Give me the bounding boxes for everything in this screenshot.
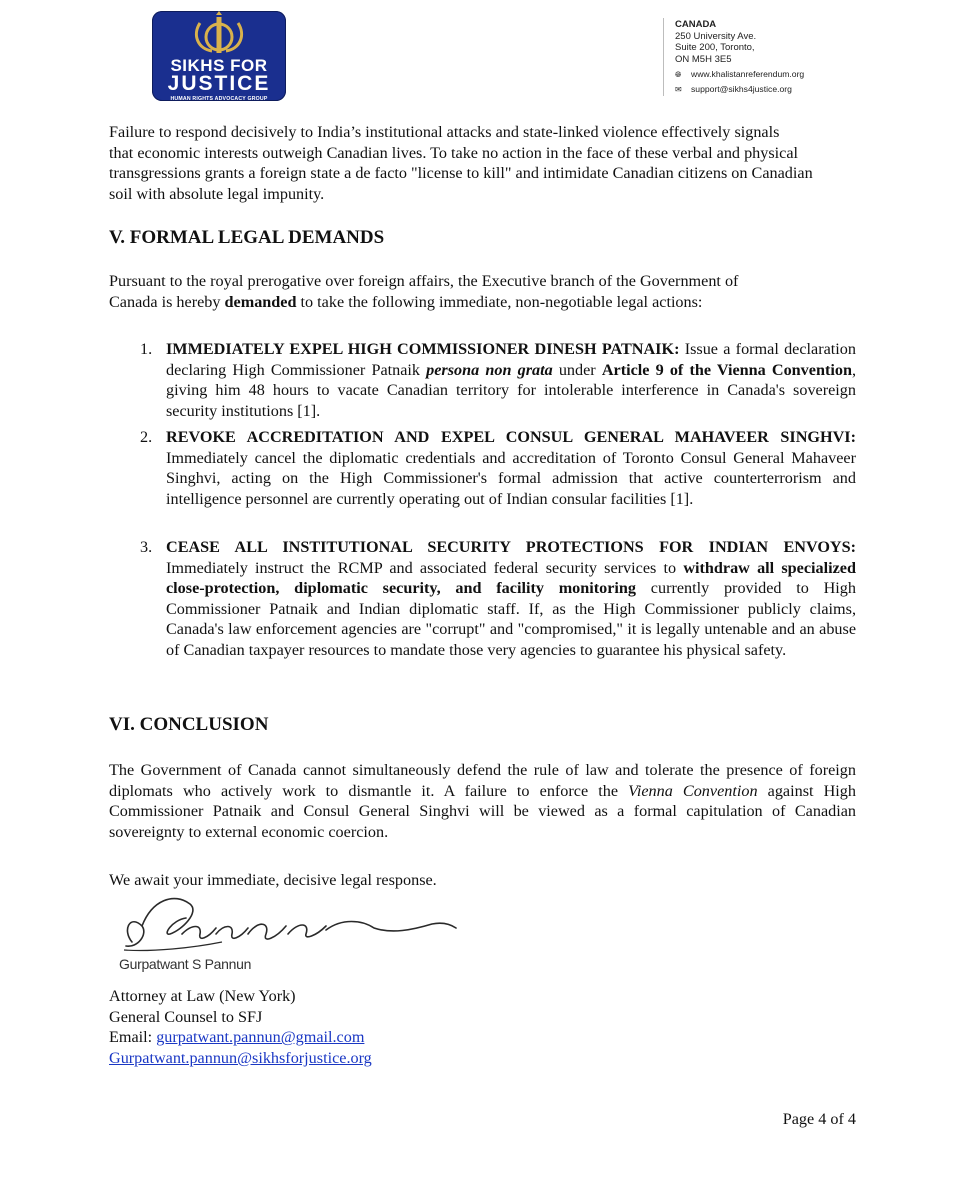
signatory-title1: Attorney at Law (New York)	[109, 987, 296, 1005]
email-link-sfj[interactable]: Gurpatwant.pannun@sikhsforjustice.org	[109, 1048, 372, 1067]
demand-2-title: REVOKE ACCREDITATION AND EXPEL CONSUL GENERAL MAHAVEER SINGHVI:	[166, 428, 856, 446]
address-street: 250 University Ave.	[675, 30, 757, 42]
address-suite: Suite 200, Toronto,	[675, 42, 755, 53]
website-line[interactable]	[675, 69, 804, 80]
list-number-2: 2.	[140, 428, 153, 446]
address-block	[675, 19, 756, 65]
page-number: Page 4 of 4	[782, 1110, 856, 1128]
website-text: www.khalistanreferendum.org	[691, 69, 805, 79]
conclusion-paragraph: The Government of Canada cannot simultaneously defend the rule of law and tolerate the presence of foreign diplomats who actively work to dismantle it. A failure to enforce the Vienna Convention against High Commissioner Patnaik and Consul General Singhvi will be viewed as a formal capitulation of Canadian sovereignty to external economic coercion.	[109, 761, 856, 841]
intro-line1: Failure to respond decisively to India’s institutional attacks and state-linked violence effectively signals	[109, 123, 780, 141]
logo-tagline: HUMAN RIGHTS ADVOCACY GROUP	[170, 96, 268, 102]
demand-item-3: CEASE ALL INSTITUTIONAL SECURITY PROTECTIONS FOR INDIAN ENVOYS: Immediately instruct the RCMP and associated federal security services to withdraw all specialized close-protection, diplomatic security, and facility monitoring currently provided to High Commissioner Patnaik and Indian diplomatic staff. If, as the High Commissioner publicly claims, Canada's law enforcement agencies are "corrupt" and "compromised," it is legally untenable and an abuse of Canadian taxpayer resources to mandate those very agencies to guarantee his physical safety.	[166, 538, 856, 659]
list-number-3: 3.	[140, 538, 153, 556]
intro-line2: that economic interests outweigh Canadian lives. To take no action in the face of these verbal and physical	[109, 143, 799, 162]
globe-icon: 🌐︎	[675, 70, 682, 79]
list-number-1: 1.	[140, 340, 153, 358]
logo-line2: JUSTICE	[167, 72, 271, 95]
email-text: support@sikhs4justice.org	[691, 84, 792, 94]
intro-line3: transgressions grants a foreign state a de facto "license to kill" and intimidate Canadian citizens on Canadian	[109, 164, 813, 183]
address-country: CANADA	[675, 19, 717, 30]
intro-line4: soil with absolute legal impunity.	[109, 184, 325, 203]
email-line[interactable]	[675, 84, 792, 94]
signatory-email-line: Email: gurpatwant.pannun@gmail.com	[109, 1028, 365, 1047]
envelope-icon: ✉	[675, 85, 682, 94]
demand-item-2: REVOKE ACCREDITATION AND EXPEL CONSUL GENERAL MAHAVEER SINGHVI: Immediately cancel the diplomatic credentials and accreditation of Toronto Consul General Mahaveer Singhvi, acting on the High Commissioner's formal admission that active counterterrorism and intelligence personnel are currently operating out of Indian consular facilities [1].	[166, 428, 856, 508]
intro-paragraph	[109, 122, 856, 204]
section-v-intro-line2: Canada is hereby demanded to take the following immediate, non-negotiable legal actions:	[109, 292, 703, 311]
demand-1-title: IMMEDIATELY EXPEL HIGH COMMISSIONER DINESH PATNAIK:	[166, 340, 680, 358]
closing-line: We await your immediate, decisive legal response.	[109, 871, 437, 889]
signatory-title2: General Counsel to SFJ	[109, 1007, 263, 1026]
address-divider	[663, 18, 664, 96]
signature-block	[109, 986, 856, 1068]
logo-line1: SIKHS FOR	[170, 56, 268, 75]
section-heading-vi: VI. CONCLUSION	[109, 714, 269, 735]
signature-name: Gurpatwant S Pannun	[119, 956, 252, 972]
demand-3-title: CEASE ALL INSTITUTIONAL SECURITY PROTECTIONS FOR INDIAN ENVOYS:	[166, 538, 856, 556]
section-v-intro	[109, 271, 856, 312]
section-heading-v: V. FORMAL LEGAL DEMANDS	[109, 227, 385, 248]
section-v-intro-line1: Pursuant to the royal prerogative over foreign affairs, the Executive branch of the Government of	[109, 272, 739, 290]
sfj-logo	[152, 11, 286, 101]
address-city: ON M5H 3E5	[675, 53, 732, 65]
demand-item-1: IMMEDIATELY EXPEL HIGH COMMISSIONER DINESH PATNAIK: Issue a formal declaration declaring High Commissioner Patnaik persona non grata under Article 9 of the Vienna Convention, giving him 48 hours to vacate Canadian territory for intolerable interference in Canada's sovereign security institutions [1].	[166, 340, 856, 420]
email-link-gmail[interactable]: gurpatwant.pannun@gmail.com	[156, 1028, 365, 1047]
